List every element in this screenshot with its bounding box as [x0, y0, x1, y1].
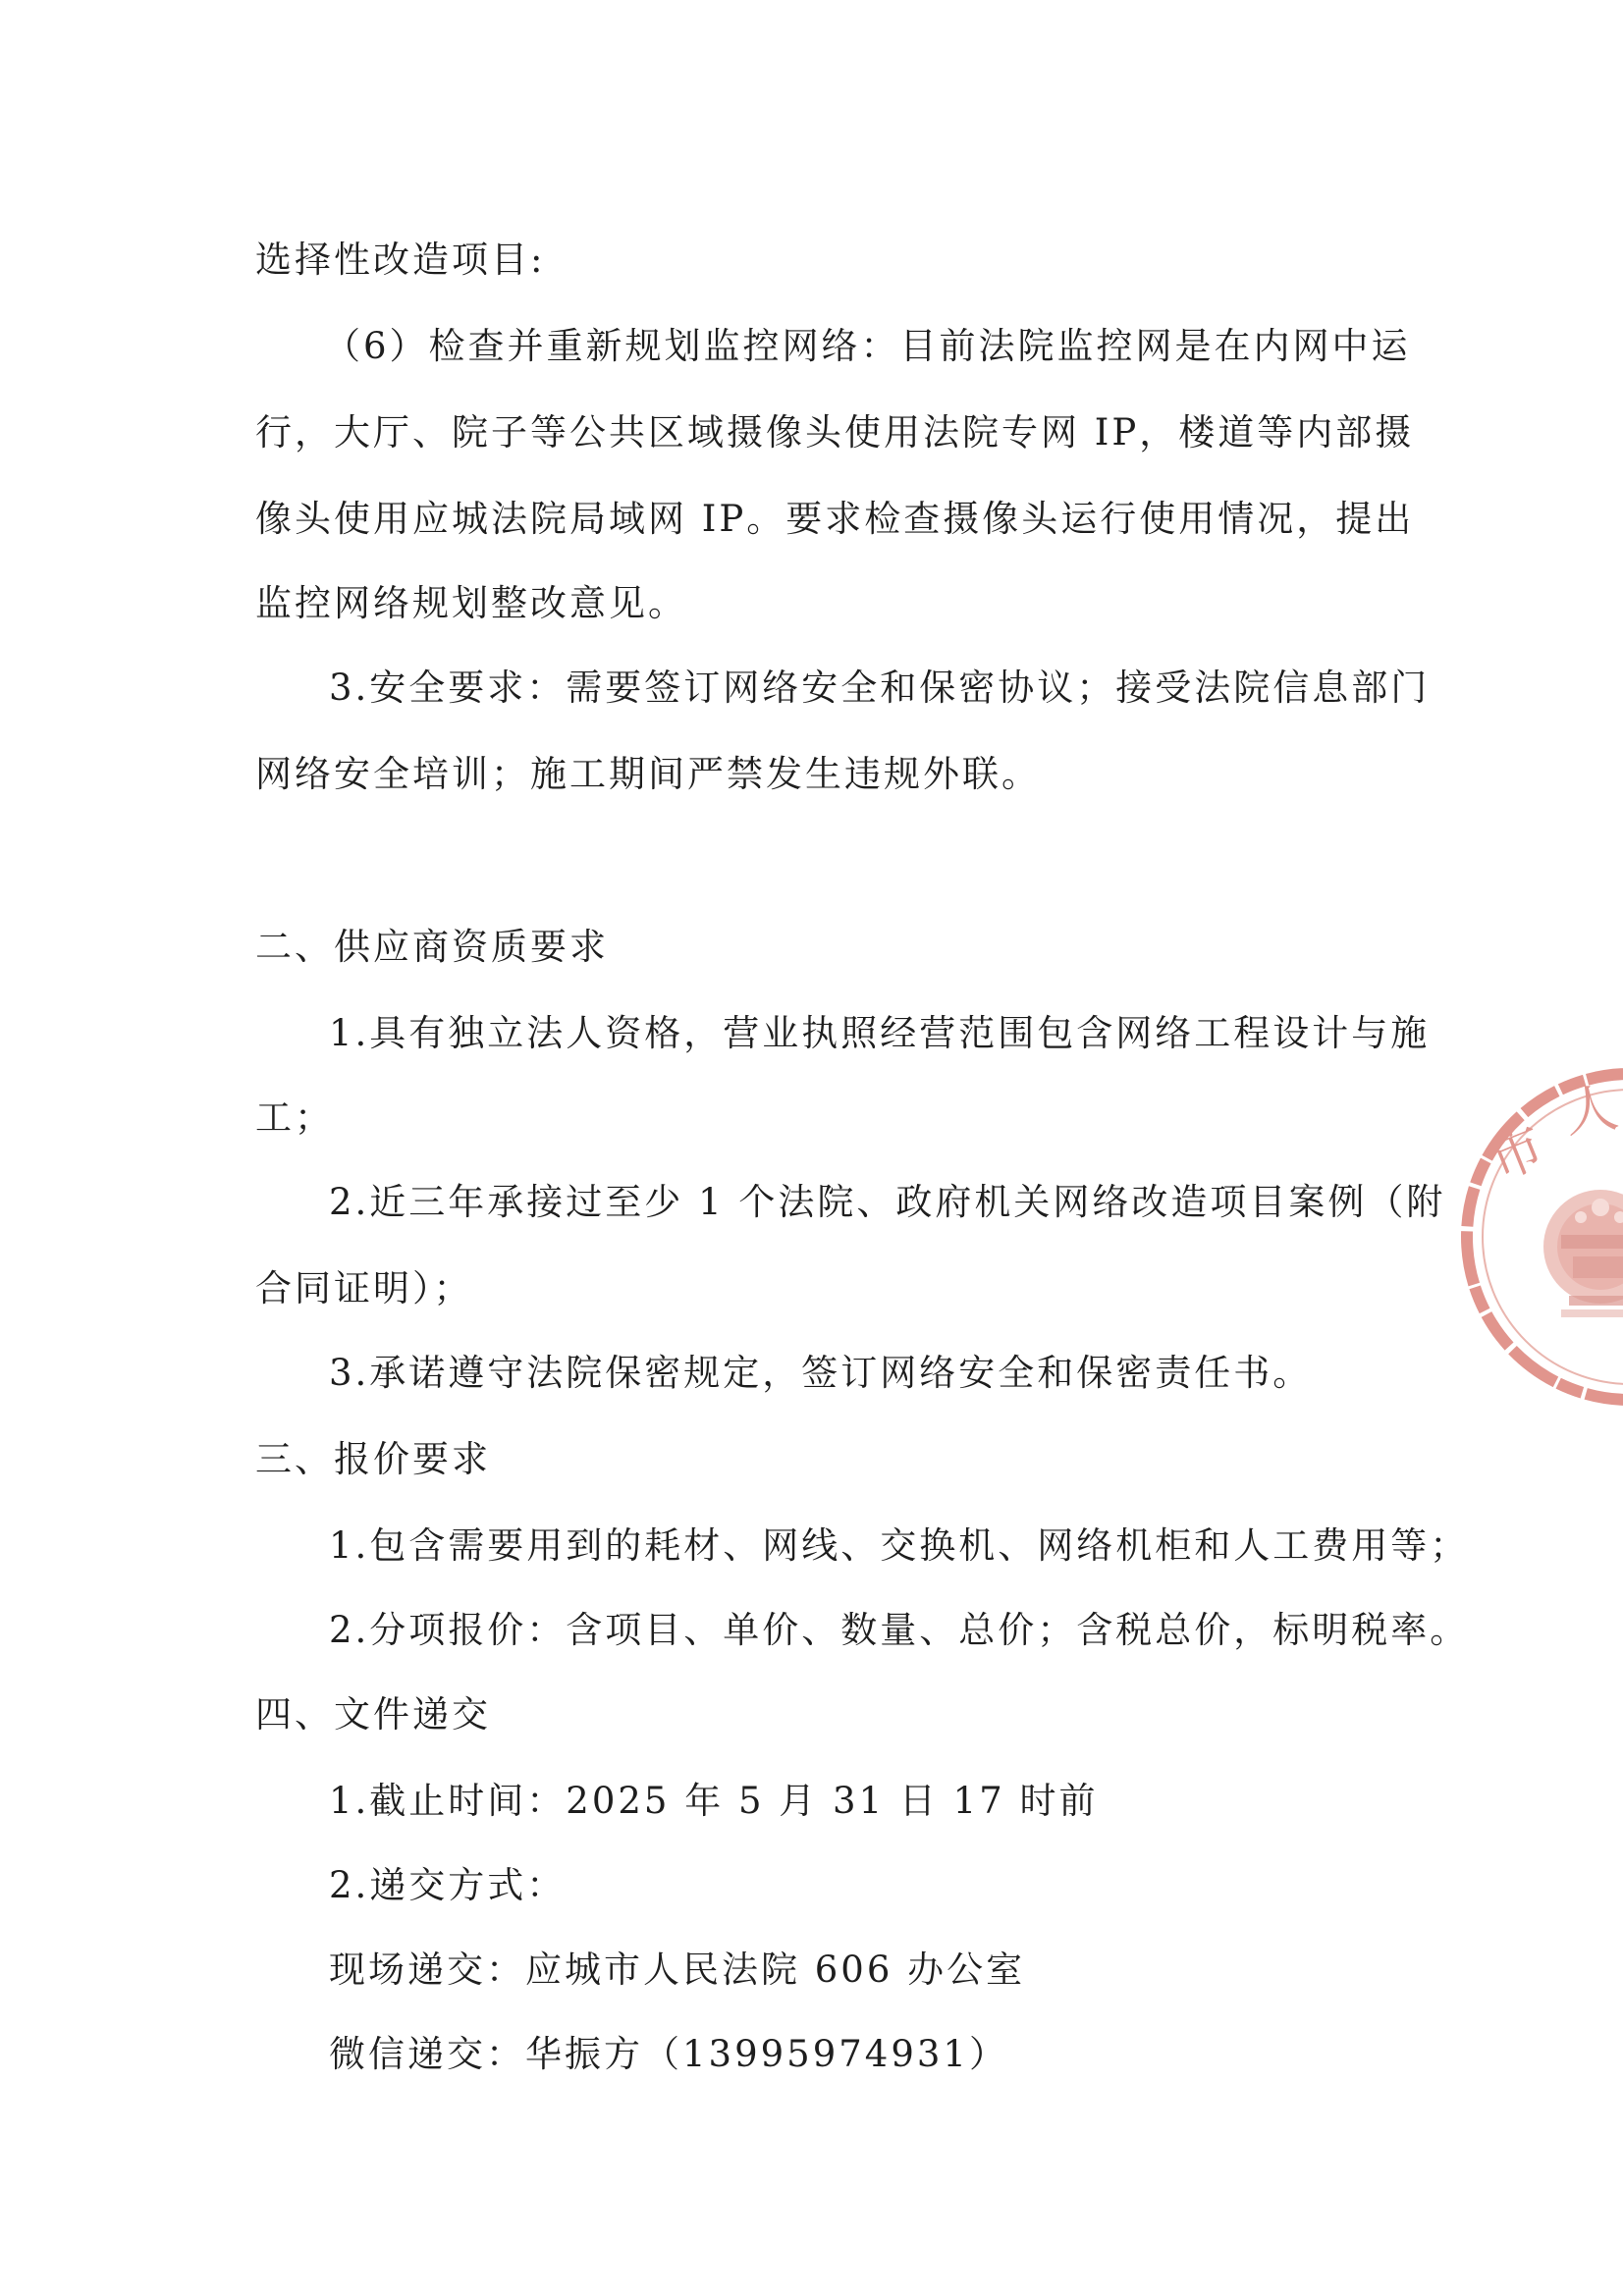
- paragraph-line: 2.分项报价：含项目、单价、数量、总价；含税总价，标明税率。: [329, 1609, 1470, 1651]
- paragraph-line: 合同证明）；: [255, 1267, 473, 1309]
- section-heading: 三、报价要求: [255, 1438, 491, 1480]
- paragraph-line: 监控网络规划整改意见。: [255, 582, 687, 624]
- paragraph-line: 3.安全要求：需要签订网络安全和保密协议；接受法院信息部门: [329, 667, 1431, 709]
- paragraph-line: 行，大厅、院子等公共区域摄像头使用法院专网 IP，楼道等内部摄: [255, 411, 1415, 454]
- paragraph-line: 2.近三年承接过至少 1 个法院、政府机关网络改造项目案例（附: [329, 1181, 1446, 1223]
- paragraph-line: （6）检查并重新规划监控网络：目前法院监控网是在内网中运: [324, 325, 1411, 367]
- official-seal: [1453, 1060, 1623, 1414]
- paragraph-line: 微信递交：华振方（13995974931）: [329, 2033, 1008, 2075]
- paragraph-line: 网络安全培训；施工期间严禁发生违规外联。: [255, 753, 1041, 795]
- section-intro-line: 选择性改造项目:: [255, 239, 546, 281]
- section-heading: 二、供应商资质要求: [255, 926, 609, 968]
- paragraph-line: 工；: [255, 1096, 334, 1139]
- seal-text-char-2: 人: [1560, 1076, 1622, 1146]
- national-emblem-icon: [1543, 1190, 1623, 1317]
- paragraph-line: 1.包含需要用到的耗材、网线、交换机、网络机柜和人工费用等；: [329, 1524, 1470, 1567]
- paragraph-line: 3.承诺遵守法院保密规定，签订网络安全和保密责任书。: [329, 1352, 1313, 1394]
- paragraph-line: 1.具有独立法人资格，营业执照经营范围包含网络工程设计与施: [329, 1012, 1431, 1054]
- paragraph-line: 2.递交方式：: [329, 1864, 567, 1906]
- seal-text-char-1: 市: [1480, 1114, 1553, 1193]
- section-heading: 四、文件递交: [255, 1693, 491, 1735]
- paragraph-line: 像头使用应城法院局域网 IP。要求检查摄像头运行使用情况，提出: [255, 498, 1415, 540]
- paragraph-line: 1.截止时间：2025 年 5 月 31 日 17 时前: [329, 1780, 1099, 1822]
- paragraph-line: 现场递交：应城市人民法院 606 办公室: [329, 1949, 1026, 1991]
